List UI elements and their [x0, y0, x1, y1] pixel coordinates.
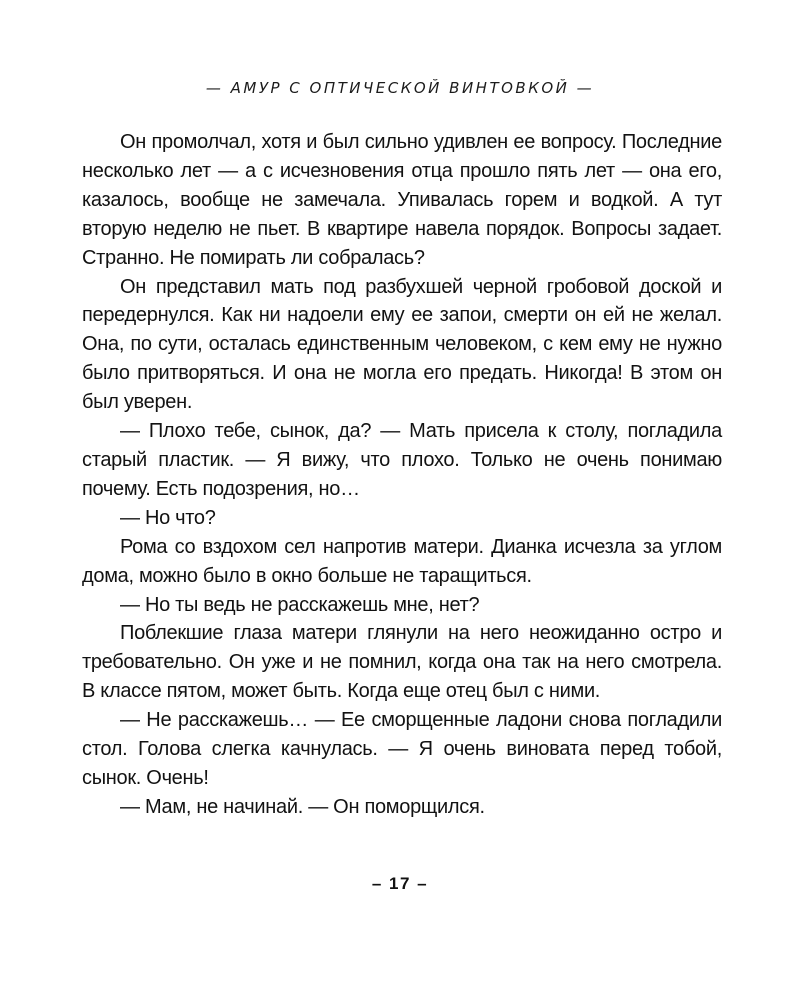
paragraph: Рома со вздохом сел напротив матери. Дианка исчезла за углом дома, можно было в окно больше не таращиться. — [82, 535, 722, 587]
paragraph: Он промолчал, хотя и был сильно удивлен ее вопросу. Последние несколько лет — а с исчезновения отца прошло пять лет — она его, казалось, вообще не замечала. Упивалась горем и водкой. А тут вторую неделю не пьет. В квартире навела порядок. Вопросы задает. Странно. Не помирать ли собралась? — [82, 131, 722, 269]
paragraph: — Но что? — [120, 506, 216, 529]
paragraph: — Не расскажешь… — Ее сморщенные ладони снова погладили стол. Голова слегка качнулась. — Я очень виновата перед тобой, сынок. Очень! — [82, 709, 722, 789]
running-head: — АМУР С ОПТИЧЕСКОЙ ВИНТОВКОЙ — — [205, 79, 595, 97]
page-number: – 17 – — [371, 874, 429, 893]
paragraph: — Плохо тебе, сынок, да? — Мать присела к столу, погладила старый пластик. — Я вижу, что плохо. Только не очень понимаю почему. Есть подозрения, но… — [82, 420, 722, 500]
paragraph: Он представил мать под разбухшей черной гробовой доской и передернулся. Как ни надоели ему ее запои, смерти он ей не желал. Она, по сути, осталась единственным человеком, с кем ему не нужно было притворяться. И она не могла его предать. Никогда! В этом он был уверен. — [82, 275, 722, 414]
paragraph: — Мам, не начинай. — Он поморщился. — [120, 795, 485, 818]
paragraph: Поблекшие глаза матери глянули на него неожиданно остро и требовательно. Он уже и не помнил, когда она так на него смотрела. В классе пятом, может быть. Когда еще отец был с ними. — [82, 622, 722, 703]
text-body — [82, 128, 722, 822]
paragraph: — Но ты ведь не расскажешь мне, нет? — [120, 593, 480, 616]
